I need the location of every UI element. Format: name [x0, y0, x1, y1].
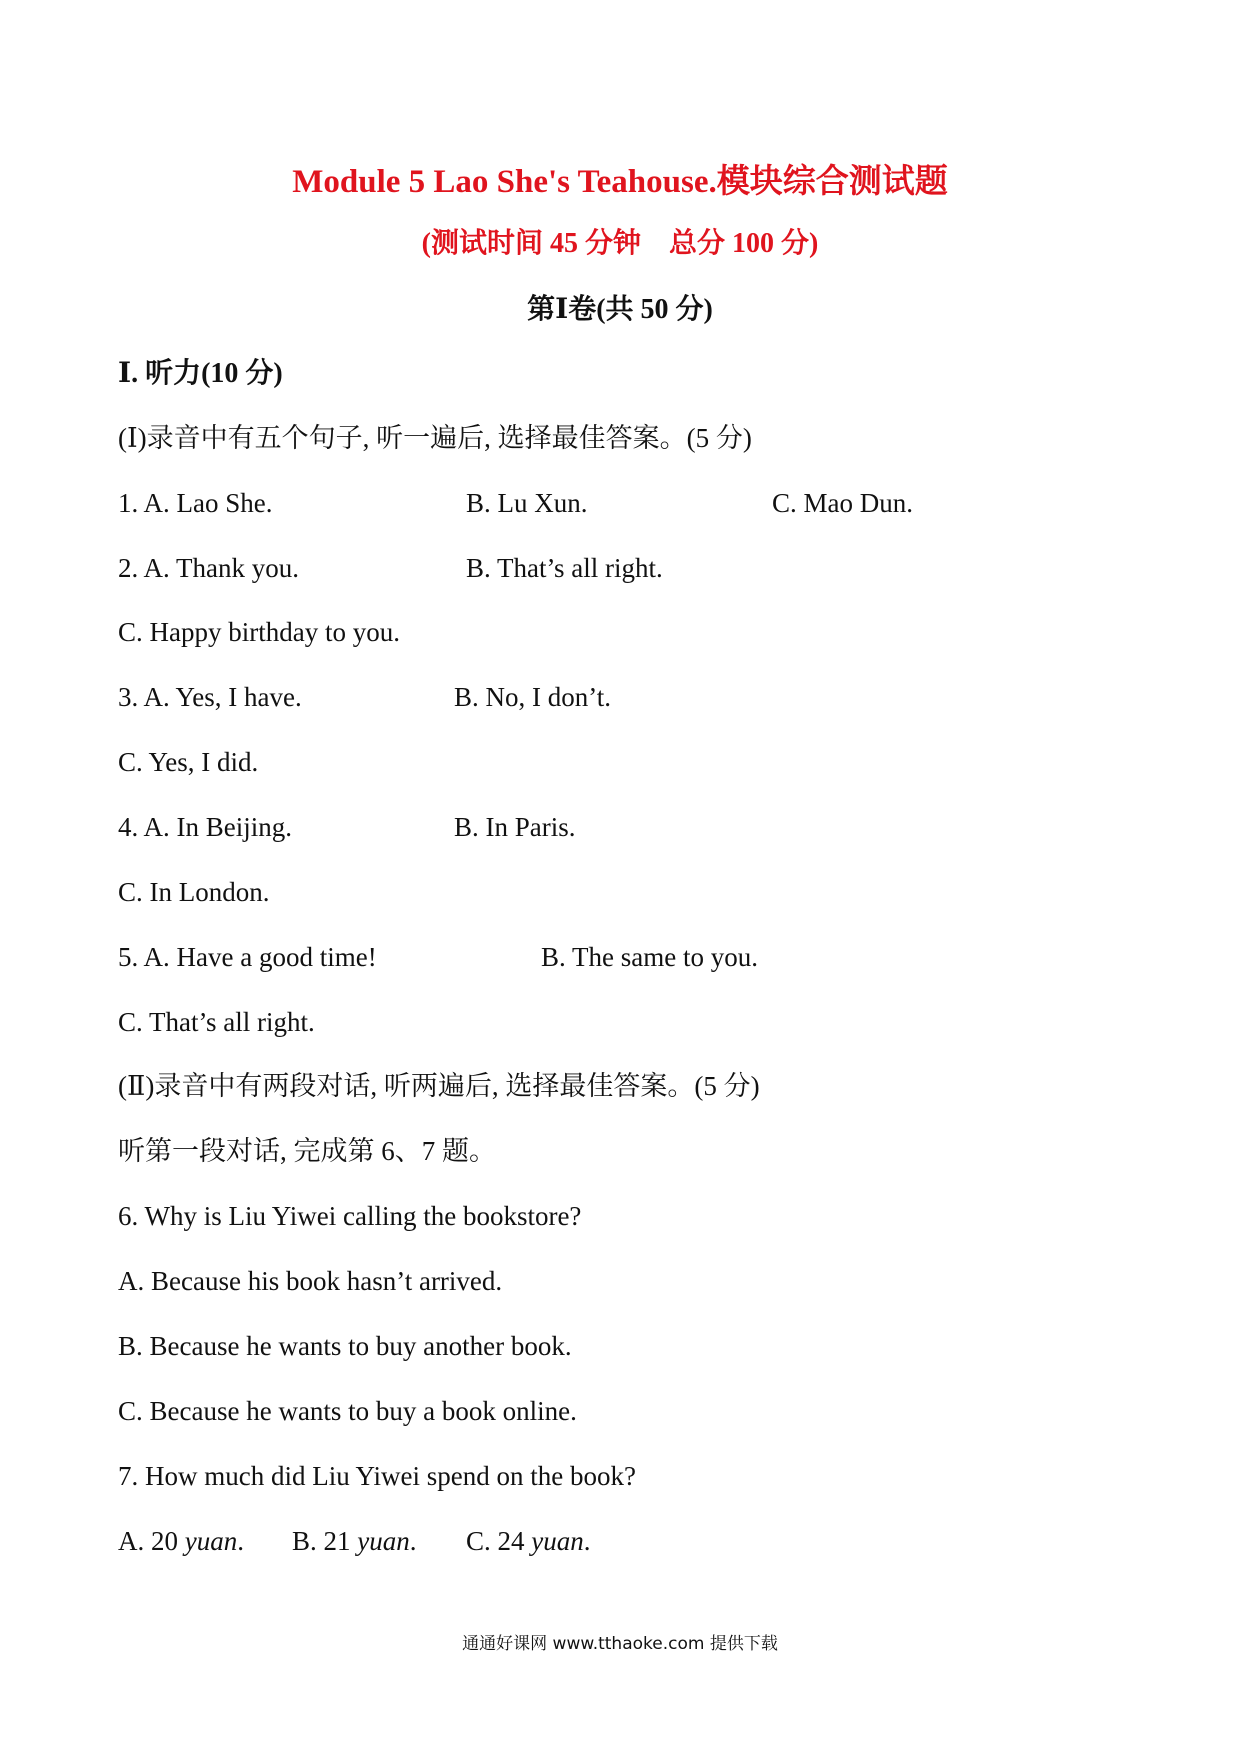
q6-stem: 6. Why is Liu Yiwei calling the bookstore? — [118, 1201, 582, 1231]
q7-option-c — [466, 1523, 591, 1559]
q6-option-a: A. Because his book hasn’t arrived. — [118, 1266, 503, 1296]
exam-subtitle: (测试时间 45 分钟 总分 100 分) — [421, 228, 819, 259]
q4-option-c: C. In London. — [118, 877, 270, 907]
page-footer: 通通好课网 www.tthaoke.com 提供下载 — [462, 1634, 778, 1654]
q7-option-a-unit: yuan — [184, 1526, 238, 1556]
part1-instruction: (Ⅰ)录音中有五个句子, 听一遍后, 选择最佳答案。(5 分) — [118, 423, 752, 453]
q4-option-b: B. In Paris. — [454, 812, 576, 842]
q5-option-a: 5. A. Have a good time! — [118, 942, 377, 972]
q7-option-a — [118, 1523, 244, 1559]
q3-option-c: C. Yes, I did. — [118, 747, 259, 777]
q5-option-c: C. That’s all right. — [118, 1007, 315, 1037]
q6-option-c: C. Because he wants to buy a book online. — [118, 1396, 577, 1426]
section-heading-listening: Ⅰ. 听力(10 分) — [118, 358, 283, 389]
q1-option-c: C. Mao Dun. — [772, 488, 913, 518]
q2-option-a: 2. A. Thank you. — [118, 553, 299, 583]
q3-option-b: B. No, I don’t. — [454, 682, 612, 712]
q2-option-b: B. That’s all right. — [466, 553, 663, 583]
q3-option-a: 3. A. Yes, I have. — [118, 682, 302, 712]
q7-option-c-period: . — [583, 1526, 591, 1556]
q6-option-b: B. Because he wants to buy another book. — [118, 1331, 572, 1361]
q7-option-b-unit: yuan — [357, 1526, 410, 1556]
q1-option-a: 1. A. Lao She. — [118, 488, 273, 518]
q1-option-b: B. Lu Xun. — [466, 488, 588, 518]
exam-title: Module 5 Lao She's Teahouse.模块综合测试题 — [292, 164, 948, 200]
q7-stem: 7. How much did Liu Yiwei spend on the book? — [118, 1461, 636, 1491]
q7-option-b-period: . — [409, 1526, 417, 1556]
q5-option-b: B. The same to you. — [541, 942, 758, 972]
q7-option-b-amount: B. 21 — [292, 1526, 351, 1556]
q2-option-c: C. Happy birthday to you. — [118, 617, 400, 647]
volume-heading: 第Ⅰ卷(共 50 分) — [527, 294, 713, 325]
part2-instruction: (Ⅱ)录音中有两段对话, 听两遍后, 选择最佳答案。(5 分) — [118, 1071, 760, 1101]
q7-option-a-amount: A. 20 — [118, 1526, 178, 1556]
dialogue1-instruction: 听第一段对话, 完成第 6、7 题。 — [118, 1136, 496, 1166]
q7-option-c-amount: C. 24 — [466, 1526, 525, 1556]
q7-option-a-period: . — [237, 1526, 244, 1556]
q7-option-c-unit: yuan — [531, 1526, 584, 1556]
q7-option-b — [292, 1523, 417, 1559]
q4-option-a: 4. A. In Beijing. — [118, 812, 292, 842]
